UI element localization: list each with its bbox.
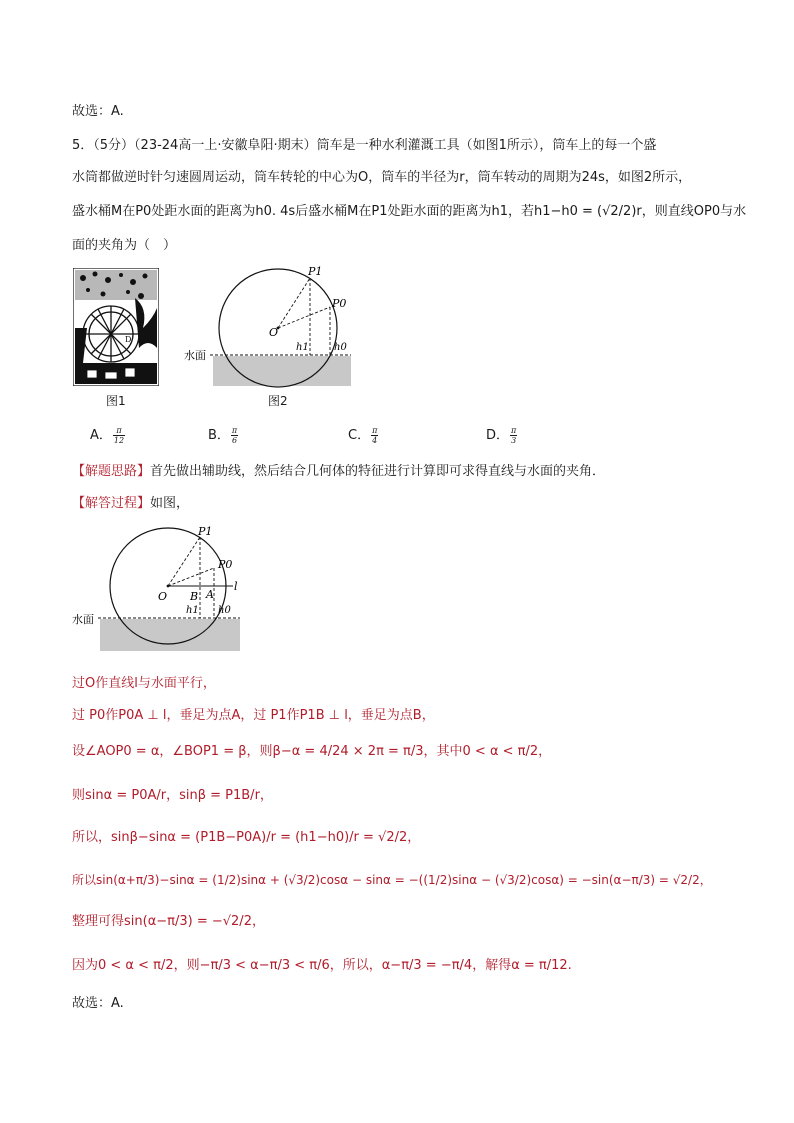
sol-label-A: A xyxy=(206,588,214,601)
fig2-label-P1: P1 xyxy=(308,265,323,278)
solution-idea xyxy=(72,462,605,482)
sol-label-h1: h1 xyxy=(186,605,199,616)
option-d-label: D． xyxy=(486,428,510,443)
final-answer: 故选：A. xyxy=(72,996,124,1011)
solution-step-2: 过 P0作P0A ⊥ l，垂足为点A，过 P1作P1B ⊥ l，垂足为点B， xyxy=(72,708,435,723)
question-text-1: （5分）（23-24高一上·安徽阜阳·期末）筒车是一种水利灌溉工具（如图1所示），筒车上的每一个盛 xyxy=(93,138,657,153)
figure-1-water-wheel xyxy=(73,268,159,386)
question-line-2: 水筒都做逆时针匀速圆周运动，筒车转轮的中心为O，筒车的半径为r，筒车转动的周期为24s，如图2所示， xyxy=(72,170,692,185)
solution-step-7: 整理可得sin(α−π/3) = −√2/2， xyxy=(72,914,265,929)
sol-label-P0: P0 xyxy=(218,558,233,571)
option-d-num: π xyxy=(511,426,517,435)
fig2-label-h1: h1 xyxy=(296,342,309,353)
option-a[interactable] xyxy=(90,424,126,445)
solution-step-8: 因为0 < α < π/2，则−π/3 < α−π/3 < π/6，所以，α−π/3 = −π/4，解得α = π/12. xyxy=(72,958,572,973)
solution-step-4: 则sinα = P0A/r，sinβ = P1B/r， xyxy=(72,788,273,803)
solution-idea-tag: 【解题思路】 xyxy=(72,464,151,479)
option-c[interactable] xyxy=(348,424,379,445)
solution-step-6: 所以sin(α+π/3)−sinα = (1/2)sinα + (√3/2)cosα − sinα = −((1/2)sinα − (√3/2)cosα) = −sin(α−π/3) = √2/2， xyxy=(72,873,712,887)
figure-2-diagram xyxy=(180,262,355,392)
solution-process-text: 如图， xyxy=(150,496,190,511)
option-b[interactable] xyxy=(208,424,239,445)
previous-answer: 故选：A. xyxy=(72,104,124,119)
option-b-num: π xyxy=(231,426,238,435)
sol-label-h0: h0 xyxy=(218,605,231,616)
option-d-den: 3 xyxy=(511,436,517,445)
question-line-1 xyxy=(72,136,656,156)
option-a-label: A． xyxy=(90,428,112,443)
sol-label-O: O xyxy=(158,590,168,603)
option-c-den: 4 xyxy=(372,436,378,445)
option-d[interactable] xyxy=(486,424,518,445)
fig2-label-P0: P0 xyxy=(332,297,347,310)
option-a-den: 12 xyxy=(113,436,125,445)
sol-label-P1: P1 xyxy=(198,525,213,538)
solution-step-1: 过O作直线l与水面平行， xyxy=(72,676,216,691)
option-c-num: π xyxy=(372,426,378,435)
solution-process-tag: 【解答过程】 xyxy=(72,496,151,511)
question-line-4: 面的夹角为（ ） xyxy=(72,238,177,253)
solution-process xyxy=(72,494,189,514)
fig2-label-O: O xyxy=(269,326,279,339)
question-number: 5． xyxy=(72,138,94,153)
figure-1-caption: 图1 xyxy=(106,394,126,408)
figure-2-caption: 图2 xyxy=(268,394,288,408)
fig2-water-surface-label: 水面 xyxy=(184,349,206,362)
option-a-num: π xyxy=(113,426,125,436)
sol-label-B: B xyxy=(190,590,199,603)
solution-idea-text: 首先做出辅助线，然后结合几何体的特征进行计算即可求得直线与水面的夹角． xyxy=(150,464,606,479)
question-line-3: 盛水桶M在P0处距水面的距离为h0. 4s后盛水桶M在P1处距水面的距离为h1，若h1−h0 = (√2/2)r，则直线OP0与水 xyxy=(72,204,747,219)
solution-step-3: 设∠AOP0 = α，∠BOP1 = β，则β−α = 4/24 × 2π = π/3，其中0 < α < π/2， xyxy=(72,744,552,759)
wheel-label: D xyxy=(125,335,132,344)
solution-step-5: 所以，sinβ−sinα = (P1B−P0A)/r = (h1−h0)/r = √2/2， xyxy=(72,830,421,845)
option-b-den: 6 xyxy=(232,436,238,445)
option-c-label: C． xyxy=(348,428,371,443)
sol-water-surface-label: 水面 xyxy=(72,613,94,626)
fig2-label-h0: h0 xyxy=(334,342,347,353)
solution-figure xyxy=(70,524,250,654)
option-b-label: B． xyxy=(208,428,230,443)
sol-label-l: l xyxy=(234,580,238,593)
